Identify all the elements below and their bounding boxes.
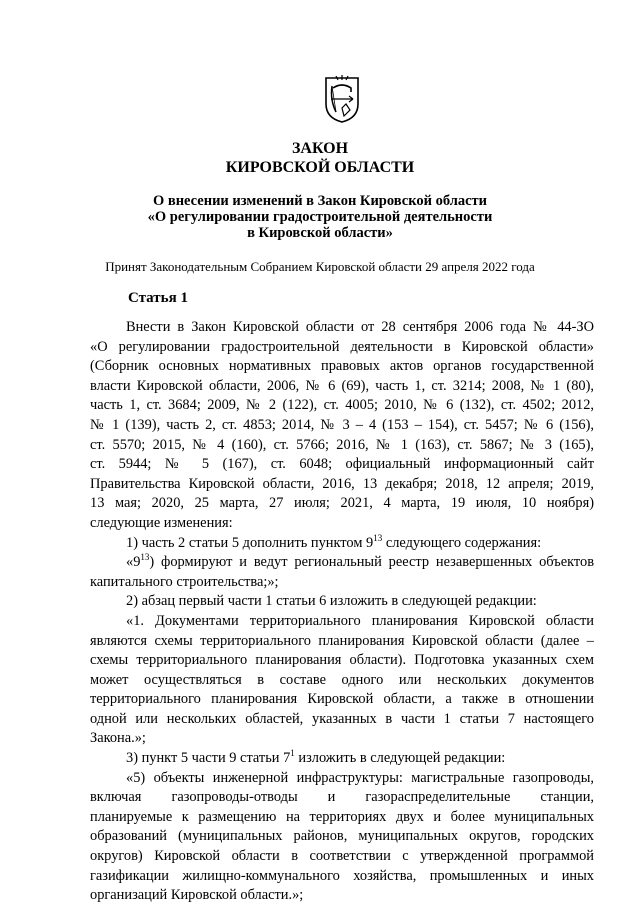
amendment-quote-line: капитального строительства;»; xyxy=(90,573,279,590)
body-line: «О регулировании градостроительной деятельности в Кировской области» xyxy=(90,338,594,355)
amendment-item-2: 2) абзац первый части 1 статьи 6 изложить в следующей редакции: xyxy=(126,593,537,610)
amendment-quote-line: образований (муниципальных районов, муниципальных округов, городских xyxy=(90,828,594,845)
amendment-quote-line: планируемые к размещению на территориях двух и более муниципальных xyxy=(90,808,594,825)
article-body xyxy=(90,318,594,906)
amendment-quote-line: «$9^{13}$) формируют и ведут региональный реестр незавершенных объектов xyxy=(126,552,594,571)
law-subject-title xyxy=(80,193,560,241)
amendment-quote-line: может осуществляться в составе одного или нескольких документов xyxy=(90,671,594,688)
body-line: ст. 5944; № 5 (167), ст. 6048; официальный информационный сайт xyxy=(90,456,594,473)
subject-line: «О регулировании градостроительной деятельности xyxy=(147,209,493,225)
article-title: Статья 1 xyxy=(128,290,188,306)
body-line: часть 1, ст. 3684; 2009, № 2 (122), ст. 4005; 2010, № 6 (132), ст. 4502; 2012, xyxy=(90,397,594,414)
body-line: власти Кировской области, 2006, № 6 (69), часть 1, ст. 3214; 2008, № 1 (80), xyxy=(90,377,594,394)
subject-line: О внесении изменений в Закон Кировской области xyxy=(152,193,488,209)
amendment-quote-line: «1. Документами территориального планирования Кировской области xyxy=(126,612,594,629)
amendment-quote-line: являются схемы территориального планирования Кировской области (далее – xyxy=(90,632,594,649)
body-line: ст. 5570; 2015, № 4 (160), ст. 5766; 2016, № 1 (163), ст. 5867; № 3 (165), xyxy=(90,436,594,453)
body-line: следующие изменения: xyxy=(90,514,233,531)
coat-of-arms-icon xyxy=(322,74,362,124)
body-line: (Сборник основных нормативных правовых актов органов государственной xyxy=(90,358,594,375)
body-line: № 1 (139), часть 2, ст. 4853; 2014, № 3 – 4 (153 – 154), ст. 5457; № 6 (156), xyxy=(90,416,594,433)
amendment-item-1: 1) часть 2 статьи 5 дополнить пунктом $9^{13}$ следующего содержания: xyxy=(126,532,542,551)
amendment-quote-line: организаций Кировской области.»; xyxy=(90,887,304,904)
amendment-quote-line: схемы территориального планирования области). Подготовка указанных схем xyxy=(90,652,594,669)
amendment-quote-line: «5) объекты инженерной инфраструктуры: магистральные газопроводы, xyxy=(126,769,594,786)
adoption-statement: Принят Законодательным Собранием Кировской области 29 апреля 2022 года xyxy=(105,259,535,274)
body-line: Правительства Кировской области, 2016, 13 декабря; 2018, 12 апреля; 2019, xyxy=(90,475,594,492)
subject-line: в Кировской области» xyxy=(247,225,393,241)
amendment-quote-line: газификации жилищно-коммунального хозяйства, промышленных и иных xyxy=(90,867,594,884)
body-line: Внести в Закон Кировской области от 28 сентября 2006 года № 44-ЗО xyxy=(126,319,594,335)
document-type-heading: ЗАКОН xyxy=(291,140,349,157)
body-line: 13 мая; 2020, 25 марта, 27 июля; 2021, 4 марта, 19 июля, 10 ноября) xyxy=(90,495,594,512)
region-heading: КИРОВСКОЙ ОБЛАСТИ xyxy=(225,159,415,176)
amendment-quote-line: одной или нескольких областей, указанных в части 1 статьи 7 настоящего xyxy=(90,710,594,727)
amendment-quote-line: включая газопроводы-отводы и газораспределительные станции, xyxy=(90,789,594,806)
amendment-quote-line: Закона.»; xyxy=(90,730,146,747)
amendment-quote-line: округов) Кировской области в соответствии с утвержденной программой xyxy=(90,848,594,865)
amendment-item-3: 3) пункт 5 части 9 статьи $7^1$ изложить в следующей редакции: xyxy=(126,748,506,767)
amendment-quote-line: территориального планирования Кировской области, а также в отношении xyxy=(90,691,594,708)
